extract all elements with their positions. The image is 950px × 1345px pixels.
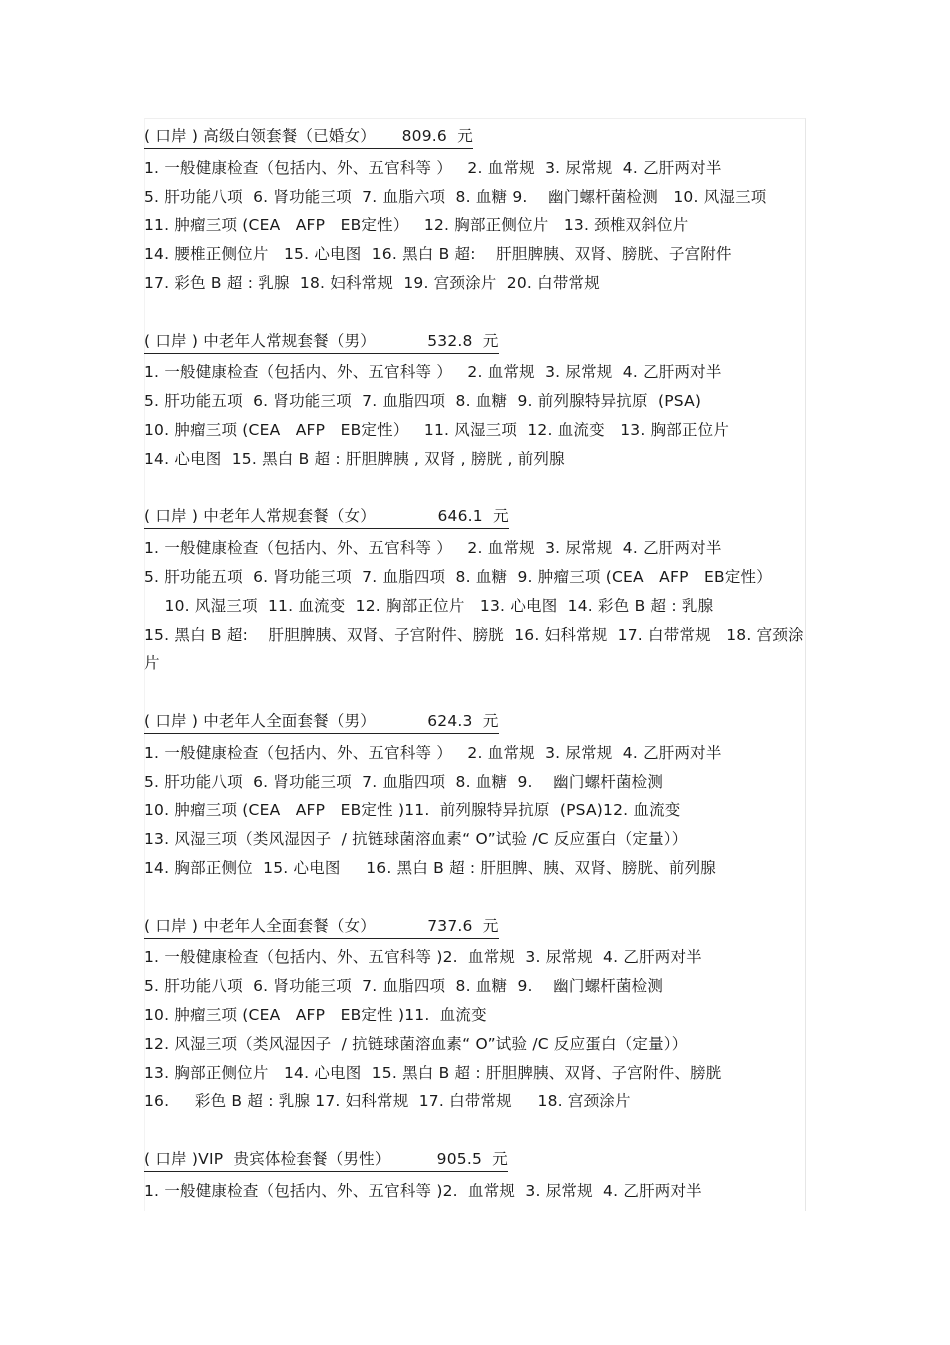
package-section (144, 502, 808, 678)
package-item-line: 13. 胸部正侧位片 14. 心电图 15. 黑白 B 超 : 肝胆脾胰、双肾、子宫附件、膀胱 (144, 1063, 722, 1082)
document-body (144, 122, 808, 1234)
package-title: ( 口岸 )VIP 贵宾体检套餐（男性） 905.5 元 (144, 1147, 508, 1172)
package-item-line: 1. 一般健康检查（包括内、外、五官科等 ） 2. 血常规 3. 尿常规 4. 乙肝两对半 (144, 539, 722, 558)
package-item-line: 10. 肿瘤三项 (CEA AFP EB定性 )11. 前列腺特异抗原 (PSA)12. 血流变 (144, 801, 681, 820)
package-item-line: 1. 一般健康检查（包括内、外、五官科等 )2. 血常规 3. 尿常规 4. 乙肝两对半 (144, 1181, 702, 1200)
package-item-line: 14. 胸部正侧位 15. 心电图 16. 黑白 B 超 : 肝胆脾、胰、双肾、膀胱、前列腺 (144, 858, 716, 877)
package-item-line: 1. 一般健康检查（包括内、外、五官科等 )2. 血常规 3. 尿常规 4. 乙肝两对半 (144, 948, 702, 967)
package-title: ( 口岸 ) 中老年人常规套餐（女） 646.1 元 (144, 504, 509, 529)
package-item-line: 5. 肝功能五项 6. 肾功能三项 7. 血脂四项 8. 血糖 9. 肿瘤三项 (CEA AFP EB定性） (144, 567, 772, 586)
package-section (144, 1145, 808, 1206)
package-item-line: 14. 腰椎正侧位片 15. 心电图 16. 黑白 B 超: 肝胆脾胰、双肾、膀胱、子宫附件 (144, 245, 732, 264)
package-title: ( 口岸 ) 中老年人常规套餐（男） 532.8 元 (144, 329, 499, 354)
package-item-line: 1. 一般健康检查（包括内、外、五官科等 ） 2. 血常规 3. 尿常规 4. 乙肝两对半 (144, 363, 722, 382)
package-item-line: 5. 肝功能八项 6. 肾功能三项 7. 血脂四项 8. 血糖 9. 幽门螺杆菌检测 (144, 977, 664, 996)
package-item-line: 13. 风湿三项（类风湿因子 / 抗链球菌溶血素“ O”试验 /C 反应蛋白（定量）） (144, 830, 688, 849)
package-item-line: 5. 肝功能八项 6. 肾功能三项 7. 血脂四项 8. 血糖 9. 幽门螺杆菌检测 (144, 772, 664, 791)
package-item-line: 16. 彩色 B 超 : 乳腺 17. 妇科常规 17. 白带常规 18. 宫颈涂片 (144, 1092, 631, 1111)
package-title: ( 口岸 ) 中老年人全面套餐（男） 624.3 元 (144, 709, 499, 734)
package-item-line: 10. 肿瘤三项 (CEA AFP EB定性 )11. 血流变 (144, 1005, 487, 1024)
package-item-line: 11. 肿瘤三项 (CEA AFP EB定性） 12. 胸部正侧位片 13. 颈椎双斜位片 (144, 216, 689, 235)
package-item-line: 14. 心电图 15. 黑白 B 超 : 肝胆脾胰 , 双肾 , 膀胱 , 前列腺 (144, 449, 565, 468)
package-item-line: 17. 彩色 B 超 : 乳腺 18. 妇科常规 19. 宫颈涂片 20. 白带常规 (144, 273, 600, 292)
package-section (144, 327, 808, 474)
package-section (144, 122, 808, 298)
package-item-line: 5. 肝功能八项 6. 肾功能三项 7. 血脂六项 8. 血糖 9. 幽门螺杆菌检测 10. 风湿三项 (144, 187, 767, 206)
package-item-line: 1. 一般健康检查（包括内、外、五官科等 ） 2. 血常规 3. 尿常规 4. 乙肝两对半 (144, 743, 722, 762)
package-title: ( 口岸 ) 中老年人全面套餐（女） 737.6 元 (144, 914, 499, 939)
package-title: ( 口岸 ) 高级白领套餐（已婚女） 809.6 元 (144, 124, 473, 149)
package-item-line: 10. 风湿三项 11. 血流变 12. 胸部正位片 13. 心电图 14. 彩色 B 超 : 乳腺 (144, 596, 714, 615)
package-section (144, 912, 808, 1117)
package-item-line: 15. 黑白 B 超: 肝胆脾胰、双肾、子宫附件、膀胱 16. 妇科常规 17. 白带常规 18. 宫颈涂片 (144, 625, 804, 673)
package-item-line: 5. 肝功能五项 6. 肾功能三项 7. 血脂四项 8. 血糖 9. 前列腺特异抗原 (PSA) (144, 392, 702, 411)
package-item-line: 1. 一般健康检查（包括内、外、五官科等 ） 2. 血常规 3. 尿常规 4. 乙肝两对半 (144, 158, 722, 177)
package-section (144, 707, 808, 883)
package-item-line: 10. 肿瘤三项 (CEA AFP EB定性） 11. 风湿三项 12. 血流变 13. 胸部正位片 (144, 420, 730, 439)
package-item-line: 12. 风湿三项（类风湿因子 / 抗链球菌溶血素“ O”试验 /C 反应蛋白（定量）） (144, 1034, 688, 1053)
